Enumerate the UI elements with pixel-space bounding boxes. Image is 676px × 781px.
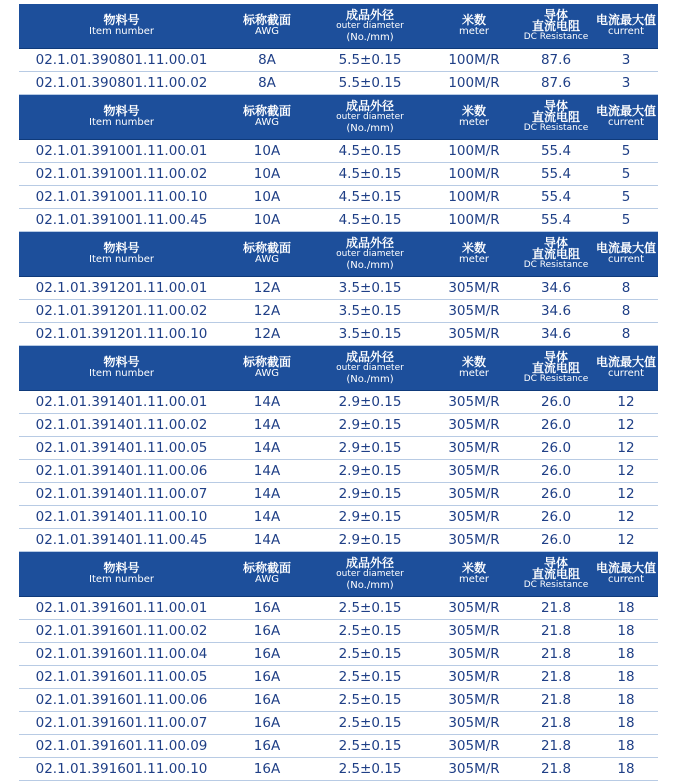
cell-meter: 305M/R bbox=[448, 646, 500, 662]
spec-group bbox=[19, 95, 658, 232]
header-cell-item-number bbox=[19, 232, 224, 276]
header-cell-dc-resistance bbox=[518, 4, 594, 48]
cell-awg: 10A bbox=[253, 189, 281, 205]
cell-awg: 16A bbox=[253, 715, 281, 731]
cell-dc-resistance: 26.0 bbox=[540, 486, 572, 502]
cell-item-number: 02.1.01.391601.11.00.07 bbox=[35, 715, 208, 731]
header-label: meter bbox=[458, 254, 490, 265]
header-label: 导体 bbox=[543, 235, 568, 250]
header-label: DC Resistance bbox=[523, 579, 589, 590]
cell-dc-resistance: 21.8 bbox=[540, 623, 572, 639]
cell-awg: 14A bbox=[253, 509, 281, 525]
header-row bbox=[19, 232, 658, 277]
cell-outer-diameter: 2.9±0.15 bbox=[338, 394, 402, 410]
cell-item-number: 02.1.01.391601.11.00.04 bbox=[35, 646, 208, 662]
header-cell-current bbox=[594, 552, 658, 596]
cell-item-number: 02.1.01.391001.11.00.45 bbox=[35, 212, 208, 228]
cell-current: 18 bbox=[617, 761, 635, 777]
cell-outer-diameter: 2.9±0.15 bbox=[338, 532, 402, 548]
header-label: current bbox=[607, 368, 645, 379]
cell-dc-resistance: 26.0 bbox=[540, 532, 572, 548]
header-cell-meter bbox=[430, 346, 518, 390]
header-label: current bbox=[607, 574, 645, 585]
header-label: Item number bbox=[89, 368, 154, 379]
table-row bbox=[19, 620, 658, 643]
header-label: 导体 bbox=[543, 349, 568, 364]
cell-current: 18 bbox=[617, 646, 635, 662]
cell-awg: 14A bbox=[253, 463, 281, 479]
header-label: AWG bbox=[255, 117, 279, 128]
cell-item-number: 02.1.01.391401.11.00.02 bbox=[35, 417, 208, 433]
header-label: 米数 bbox=[461, 561, 486, 575]
header-cell-outer-diameter bbox=[310, 346, 430, 390]
header-label: DC Resistance bbox=[523, 31, 589, 42]
header-label: DC Resistance bbox=[523, 373, 589, 384]
cell-dc-resistance: 34.6 bbox=[540, 280, 572, 296]
cell-current: 12 bbox=[617, 440, 635, 456]
cell-awg: 16A bbox=[253, 692, 281, 708]
header-cell-dc-resistance bbox=[518, 232, 594, 276]
cell-current: 8 bbox=[621, 326, 631, 342]
table-row bbox=[19, 529, 658, 552]
header-label: outer diameter bbox=[336, 362, 404, 373]
table-row bbox=[19, 597, 658, 620]
cell-meter: 305M/R bbox=[448, 326, 500, 342]
header-label: 物料号 bbox=[103, 104, 140, 118]
cell-outer-diameter: 2.5±0.15 bbox=[338, 669, 402, 685]
table-row bbox=[19, 277, 658, 300]
header-label: (No./mm) bbox=[346, 579, 394, 591]
header-label: Item number bbox=[89, 254, 154, 265]
spec-group bbox=[19, 552, 658, 781]
header-cell-item-number bbox=[19, 4, 224, 48]
header-label: outer diameter bbox=[336, 248, 404, 259]
cell-current: 18 bbox=[617, 715, 635, 731]
header-label: 标称截面 bbox=[242, 104, 291, 118]
cell-outer-diameter: 4.5±0.15 bbox=[338, 189, 402, 205]
cell-outer-diameter: 5.5±0.15 bbox=[338, 75, 402, 91]
cell-current: 8 bbox=[621, 303, 631, 319]
header-label: AWG bbox=[255, 368, 279, 379]
cell-outer-diameter: 4.5±0.15 bbox=[338, 143, 402, 159]
cell-current: 18 bbox=[617, 600, 635, 616]
cell-outer-diameter: 3.5±0.15 bbox=[338, 303, 402, 319]
header-label: 标称截面 bbox=[242, 13, 291, 27]
header-label: 物料号 bbox=[103, 355, 140, 369]
table-row bbox=[19, 506, 658, 529]
header-cell-meter bbox=[430, 232, 518, 276]
cell-item-number: 02.1.01.390801.11.00.02 bbox=[35, 75, 208, 91]
header-cell-current bbox=[594, 95, 658, 139]
header-label: Item number bbox=[89, 26, 154, 37]
cell-current: 12 bbox=[617, 509, 635, 525]
cell-awg: 12A bbox=[253, 326, 281, 342]
cell-meter: 305M/R bbox=[448, 394, 500, 410]
cell-current: 5 bbox=[621, 143, 631, 159]
cell-meter: 305M/R bbox=[448, 417, 500, 433]
cell-item-number: 02.1.01.391401.11.00.45 bbox=[35, 532, 208, 548]
cell-current: 18 bbox=[617, 738, 635, 754]
header-row bbox=[19, 95, 658, 140]
cell-meter: 305M/R bbox=[448, 303, 500, 319]
header-label: 导体 bbox=[543, 555, 568, 570]
table-row bbox=[19, 300, 658, 323]
cell-dc-resistance: 87.6 bbox=[540, 75, 572, 91]
header-row bbox=[19, 4, 658, 49]
cell-dc-resistance: 26.0 bbox=[540, 417, 572, 433]
cell-dc-resistance: 26.0 bbox=[540, 440, 572, 456]
cell-awg: 14A bbox=[253, 532, 281, 548]
header-label: meter bbox=[458, 26, 490, 37]
cell-outer-diameter: 2.5±0.15 bbox=[338, 646, 402, 662]
cell-awg: 12A bbox=[253, 280, 281, 296]
header-label: 电流最大值 bbox=[595, 355, 656, 369]
table-row bbox=[19, 712, 658, 735]
cell-meter: 305M/R bbox=[448, 738, 500, 754]
header-label: outer diameter bbox=[336, 568, 404, 579]
header-cell-outer-diameter bbox=[310, 95, 430, 139]
header-cell-meter bbox=[430, 95, 518, 139]
header-label: 米数 bbox=[461, 13, 486, 27]
header-label: current bbox=[607, 254, 645, 265]
header-label: Item number bbox=[89, 117, 154, 128]
header-cell-meter bbox=[430, 552, 518, 596]
cell-dc-resistance: 21.8 bbox=[540, 715, 572, 731]
header-label: 直流电阻 bbox=[531, 109, 580, 124]
table-row bbox=[19, 186, 658, 209]
cell-awg: 10A bbox=[253, 166, 281, 182]
table-row bbox=[19, 483, 658, 506]
cell-item-number: 02.1.01.391401.11.00.05 bbox=[35, 440, 208, 456]
cell-outer-diameter: 2.9±0.15 bbox=[338, 417, 402, 433]
cell-meter: 100M/R bbox=[448, 212, 500, 228]
cell-meter: 100M/R bbox=[448, 52, 500, 68]
cell-current: 5 bbox=[621, 189, 631, 205]
cell-meter: 305M/R bbox=[448, 715, 500, 731]
cell-item-number: 02.1.01.391601.11.00.09 bbox=[35, 738, 208, 754]
cell-dc-resistance: 87.6 bbox=[540, 52, 572, 68]
header-label: meter bbox=[458, 117, 490, 128]
header-label: current bbox=[607, 117, 645, 128]
cell-dc-resistance: 26.0 bbox=[540, 509, 572, 525]
header-label: 直流电阻 bbox=[531, 566, 580, 581]
cell-awg: 16A bbox=[253, 600, 281, 616]
header-cell-item-number bbox=[19, 95, 224, 139]
cell-item-number: 02.1.01.391001.11.00.10 bbox=[35, 189, 208, 205]
header-label: 直流电阻 bbox=[531, 360, 580, 375]
table-row bbox=[19, 209, 658, 232]
header-cell-dc-resistance bbox=[518, 95, 594, 139]
cell-meter: 305M/R bbox=[448, 692, 500, 708]
table-row bbox=[19, 689, 658, 712]
cell-outer-diameter: 2.9±0.15 bbox=[338, 509, 402, 525]
cell-item-number: 02.1.01.391001.11.00.01 bbox=[35, 143, 208, 159]
header-label: 米数 bbox=[461, 355, 486, 369]
header-cell-current bbox=[594, 232, 658, 276]
cell-meter: 100M/R bbox=[448, 166, 500, 182]
header-label: 电流最大值 bbox=[595, 561, 656, 575]
table-row bbox=[19, 391, 658, 414]
cell-meter: 100M/R bbox=[448, 75, 500, 91]
table-row bbox=[19, 163, 658, 186]
spec-tables bbox=[19, 4, 658, 781]
header-cell-awg bbox=[224, 4, 310, 48]
header-label: 导体 bbox=[543, 7, 568, 22]
header-label: AWG bbox=[255, 574, 279, 585]
cell-outer-diameter: 3.5±0.15 bbox=[338, 326, 402, 342]
header-label: (No./mm) bbox=[346, 373, 394, 385]
cell-current: 5 bbox=[621, 166, 631, 182]
header-cell-awg bbox=[224, 552, 310, 596]
cell-awg: 14A bbox=[253, 417, 281, 433]
cell-dc-resistance: 55.4 bbox=[540, 212, 572, 228]
header-label: DC Resistance bbox=[523, 259, 589, 270]
table-row bbox=[19, 323, 658, 346]
header-cell-awg bbox=[224, 346, 310, 390]
cell-dc-resistance: 21.8 bbox=[540, 646, 572, 662]
cell-outer-diameter: 5.5±0.15 bbox=[338, 52, 402, 68]
cell-dc-resistance: 21.8 bbox=[540, 669, 572, 685]
cell-awg: 12A bbox=[253, 303, 281, 319]
cell-current: 8 bbox=[621, 280, 631, 296]
cell-outer-diameter: 2.5±0.15 bbox=[338, 715, 402, 731]
header-cell-dc-resistance bbox=[518, 552, 594, 596]
header-label: meter bbox=[458, 368, 490, 379]
cell-dc-resistance: 34.6 bbox=[540, 326, 572, 342]
header-label: (No./mm) bbox=[346, 259, 394, 271]
cell-outer-diameter: 2.5±0.15 bbox=[338, 692, 402, 708]
cell-outer-diameter: 2.9±0.15 bbox=[338, 440, 402, 456]
header-label: Item number bbox=[89, 574, 154, 585]
cell-awg: 14A bbox=[253, 440, 281, 456]
cell-meter: 305M/R bbox=[448, 509, 500, 525]
cell-item-number: 02.1.01.391201.11.00.01 bbox=[35, 280, 208, 296]
table-row bbox=[19, 140, 658, 163]
cell-current: 12 bbox=[617, 463, 635, 479]
cell-current: 5 bbox=[621, 212, 631, 228]
header-label: 导体 bbox=[543, 98, 568, 113]
cell-dc-resistance: 21.8 bbox=[540, 761, 572, 777]
cell-outer-diameter: 4.5±0.15 bbox=[338, 212, 402, 228]
cell-item-number: 02.1.01.391201.11.00.10 bbox=[35, 326, 208, 342]
cell-awg: 14A bbox=[253, 394, 281, 410]
header-label: outer diameter bbox=[336, 111, 404, 122]
table-row bbox=[19, 460, 658, 483]
header-label: DC Resistance bbox=[523, 122, 589, 133]
cell-dc-resistance: 21.8 bbox=[540, 692, 572, 708]
table-row bbox=[19, 758, 658, 781]
cell-meter: 100M/R bbox=[448, 143, 500, 159]
table-row bbox=[19, 437, 658, 460]
header-cell-outer-diameter bbox=[310, 4, 430, 48]
cell-item-number: 02.1.01.391601.11.00.10 bbox=[35, 761, 208, 777]
header-cell-outer-diameter bbox=[310, 552, 430, 596]
cell-current: 18 bbox=[617, 669, 635, 685]
cell-current: 12 bbox=[617, 532, 635, 548]
cell-awg: 8A bbox=[258, 52, 276, 68]
cell-item-number: 02.1.01.391401.11.00.10 bbox=[35, 509, 208, 525]
header-label: outer diameter bbox=[336, 20, 404, 31]
header-label: 成品外径 bbox=[345, 349, 394, 364]
header-label: 成品外径 bbox=[345, 555, 394, 570]
cell-dc-resistance: 55.4 bbox=[540, 189, 572, 205]
cell-meter: 305M/R bbox=[448, 623, 500, 639]
cell-meter: 305M/R bbox=[448, 761, 500, 777]
cell-dc-resistance: 21.8 bbox=[540, 738, 572, 754]
header-cell-current bbox=[594, 346, 658, 390]
table-row bbox=[19, 643, 658, 666]
table-row bbox=[19, 414, 658, 437]
cell-meter: 305M/R bbox=[448, 486, 500, 502]
header-label: 物料号 bbox=[103, 13, 140, 27]
cell-dc-resistance: 34.6 bbox=[540, 303, 572, 319]
spec-group bbox=[19, 346, 658, 552]
cell-item-number: 02.1.01.391601.11.00.06 bbox=[35, 692, 208, 708]
header-label: 物料号 bbox=[103, 561, 140, 575]
cell-current: 18 bbox=[617, 623, 635, 639]
header-label: 直流电阻 bbox=[531, 18, 580, 33]
cell-awg: 16A bbox=[253, 646, 281, 662]
header-label: 电流最大值 bbox=[595, 104, 656, 118]
cell-outer-diameter: 2.5±0.15 bbox=[338, 623, 402, 639]
cell-item-number: 02.1.01.390801.11.00.01 bbox=[35, 52, 208, 68]
cell-meter: 305M/R bbox=[448, 440, 500, 456]
header-label: 米数 bbox=[461, 104, 486, 118]
cell-meter: 305M/R bbox=[448, 532, 500, 548]
cell-outer-diameter: 2.5±0.15 bbox=[338, 738, 402, 754]
cell-item-number: 02.1.01.391401.11.00.01 bbox=[35, 394, 208, 410]
cell-current: 3 bbox=[621, 75, 631, 91]
header-cell-item-number bbox=[19, 552, 224, 596]
cell-current: 3 bbox=[621, 52, 631, 68]
cell-awg: 16A bbox=[253, 738, 281, 754]
header-label: 电流最大值 bbox=[595, 241, 656, 255]
cell-current: 12 bbox=[617, 394, 635, 410]
header-label: 成品外径 bbox=[345, 235, 394, 250]
header-label: (No./mm) bbox=[346, 31, 394, 43]
cell-outer-diameter: 2.5±0.15 bbox=[338, 761, 402, 777]
header-cell-outer-diameter bbox=[310, 232, 430, 276]
header-cell-awg bbox=[224, 95, 310, 139]
header-label: 成品外径 bbox=[345, 98, 394, 113]
cell-outer-diameter: 4.5±0.15 bbox=[338, 166, 402, 182]
cell-awg: 16A bbox=[253, 623, 281, 639]
cell-current: 12 bbox=[617, 417, 635, 433]
header-label: 米数 bbox=[461, 241, 486, 255]
spec-group bbox=[19, 232, 658, 346]
header-label: AWG bbox=[255, 254, 279, 265]
cell-outer-diameter: 2.9±0.15 bbox=[338, 486, 402, 502]
header-label: (No./mm) bbox=[346, 122, 394, 134]
spec-group bbox=[19, 4, 658, 95]
cell-item-number: 02.1.01.391201.11.00.02 bbox=[35, 303, 208, 319]
cell-meter: 305M/R bbox=[448, 280, 500, 296]
header-label: AWG bbox=[255, 26, 279, 37]
table-row bbox=[19, 49, 658, 72]
header-cell-meter bbox=[430, 4, 518, 48]
cell-awg: 16A bbox=[253, 669, 281, 685]
cell-outer-diameter: 2.5±0.15 bbox=[338, 600, 402, 616]
header-row bbox=[19, 552, 658, 597]
cell-item-number: 02.1.01.391601.11.00.05 bbox=[35, 669, 208, 685]
cell-awg: 10A bbox=[253, 212, 281, 228]
header-label: 标称截面 bbox=[242, 241, 291, 255]
cell-dc-resistance: 26.0 bbox=[540, 394, 572, 410]
cell-dc-resistance: 55.4 bbox=[540, 143, 572, 159]
cell-awg: 14A bbox=[253, 486, 281, 502]
cell-item-number: 02.1.01.391601.11.00.01 bbox=[35, 600, 208, 616]
cell-awg: 8A bbox=[258, 75, 276, 91]
cell-current: 12 bbox=[617, 486, 635, 502]
cell-meter: 305M/R bbox=[448, 463, 500, 479]
table-row bbox=[19, 735, 658, 758]
cell-meter: 100M/R bbox=[448, 189, 500, 205]
header-label: current bbox=[607, 26, 645, 37]
cell-dc-resistance: 21.8 bbox=[540, 600, 572, 616]
cell-item-number: 02.1.01.391401.11.00.06 bbox=[35, 463, 208, 479]
header-label: 直流电阻 bbox=[531, 246, 580, 261]
cell-outer-diameter: 3.5±0.15 bbox=[338, 280, 402, 296]
cell-meter: 305M/R bbox=[448, 669, 500, 685]
cell-item-number: 02.1.01.391401.11.00.07 bbox=[35, 486, 208, 502]
cell-outer-diameter: 2.9±0.15 bbox=[338, 463, 402, 479]
header-cell-awg bbox=[224, 232, 310, 276]
cell-current: 18 bbox=[617, 692, 635, 708]
cell-awg: 16A bbox=[253, 761, 281, 777]
header-label: 电流最大值 bbox=[595, 13, 656, 27]
header-cell-dc-resistance bbox=[518, 346, 594, 390]
header-label: meter bbox=[458, 574, 490, 585]
table-row bbox=[19, 666, 658, 689]
cell-awg: 10A bbox=[253, 143, 281, 159]
header-label: 标称截面 bbox=[242, 561, 291, 575]
header-label: 标称截面 bbox=[242, 355, 291, 369]
header-cell-current bbox=[594, 4, 658, 48]
cell-dc-resistance: 26.0 bbox=[540, 463, 572, 479]
cell-item-number: 02.1.01.391601.11.00.02 bbox=[35, 623, 208, 639]
cell-item-number: 02.1.01.391001.11.00.02 bbox=[35, 166, 208, 182]
table-row bbox=[19, 72, 658, 95]
cell-meter: 305M/R bbox=[448, 600, 500, 616]
header-label: 物料号 bbox=[103, 241, 140, 255]
header-label: 成品外径 bbox=[345, 7, 394, 22]
header-cell-item-number bbox=[19, 346, 224, 390]
cell-dc-resistance: 55.4 bbox=[540, 166, 572, 182]
header-row bbox=[19, 346, 658, 391]
